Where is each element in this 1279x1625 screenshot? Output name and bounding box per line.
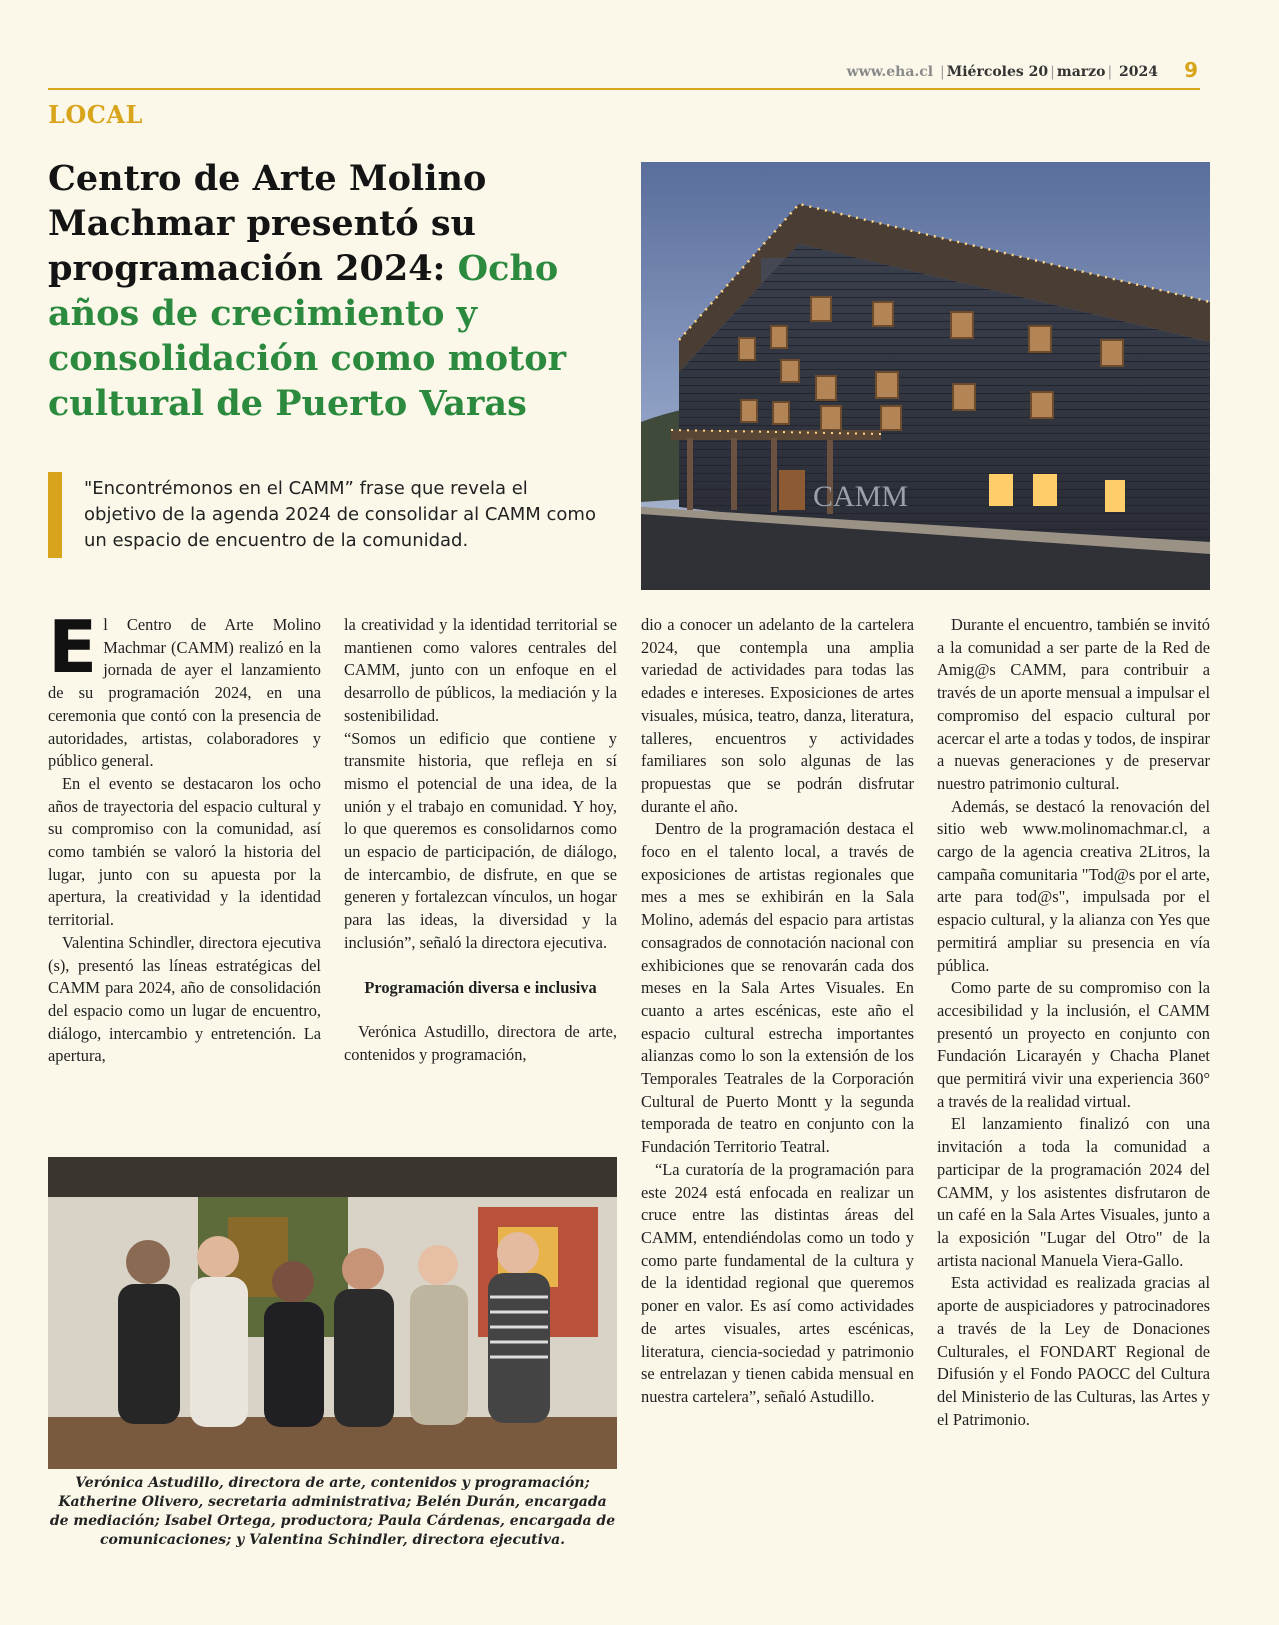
pull-quote	[48, 472, 608, 558]
camm-sign: CAMM	[813, 480, 909, 513]
drop-cap: E	[48, 605, 98, 689]
pull-quote-bar	[48, 472, 62, 558]
paragraph: Esta actividad es realizada gracias al aporte de auspiciadores y patrocinadores a través de la Ley de Donaciones Culturales, el FONDART Regional de Difusión y el Fondo PAOCC del Cultura del Ministerio de las Culturas, las Artes y el Patrimonio.	[937, 1273, 1210, 1429]
paragraph: l Centro de Arte Molino Machmar (CAMM) realizó en la jornada de ayer el lanzamiento de su programación 2024, en una ceremonia que contó con la presencia de autoridades, artistas, colaboradores y público general.	[48, 615, 321, 771]
issue-year: 2024	[1119, 64, 1158, 80]
article-headline	[48, 156, 608, 426]
paragraph: En el evento se destacaron los ocho años de trayectoria del espacio cultural y su compromiso con la comunidad, así como también se valoró la historia del lugar, junto con su apuesta por la apertura, la creatividad y la identidad territorial.	[48, 773, 321, 930]
group-photo-illustration	[48, 1157, 617, 1469]
article-column-4	[937, 614, 1210, 1431]
photo-caption: Verónica Astudillo, directora de arte, contenidos y programación; Katherine Olivero, secretaria administrativa; Belén Durán, encargada de mediación; Isabel Ortega, productora; Paula Cárdenas, encargada de comunicaciones; y Valentina Schindler, directora ejecutiva.	[49, 1475, 616, 1548]
paragraph: Como parte de su compromiso con la accesibilidad y la inclusión, el CAMM presentó un proyecto en conjunto con Fundación Licarayén y Chacha Planet que permitirá vivir una experiencia 360° a través de la realidad virtual.	[937, 978, 1210, 1111]
paragraph: Durante el encuentro, también se invitó a la comunidad a ser parte de la Red de Amig@s CAMM, para contribuir a través de un aporte mensual a impulsar el compromiso del espacio cultural por acercar el arte a todas y todos, de inspirar a nuevas generaciones y de preservar nuestro patrimonio cultural.	[937, 615, 1210, 793]
headline-main: Centro de Arte Molino Machmar presentó su programación 2024:	[48, 158, 487, 289]
site-url: www.eha.cl	[846, 64, 934, 80]
issue-day: Miércoles 20	[946, 64, 1049, 80]
article-column-3	[641, 614, 914, 1409]
paragraph: “Somos un edificio que contiene y transmite historia, que refleja en sí mismo el potencial de una idea, de la unión y el trabajo en comunidad. Y hoy, lo que queremos es consolidarnos como un espacio de participación, de diálogo, de intercambio, de disfrute, en que se generen y fortalezcan vínculos, un hogar para las ideas, la diversidad y la inclusión”, señaló la directora ejecutiva.	[344, 728, 617, 952]
paragraph: Además, se destacó la renovación del sitio web www.molinomachmar.cl, a cargo de la agencia creativa 2Litros, la campaña comunitaria "Tod@s por el arte, arte para tod@s", impulsada por el espacio cultural, y la alianza con Yes que permitirá ampliar su presencia en vía pública.	[937, 796, 1210, 975]
issue-month: marzo	[1056, 64, 1106, 80]
team-group-photo	[48, 1157, 617, 1469]
headline-subtitle: Ocho años de crecimiento y consolidación como motor cultural de Puerto Varas	[48, 248, 567, 424]
section-label: LOCAL	[48, 100, 143, 129]
paragraph: Valentina Schindler, directora ejecutiva (s), presentó las líneas estratégicas del CAMM para 2024, año de consolidación del espacio como un lugar de encuentro, diálogo, intercambio y entretención. La apertura,	[48, 932, 321, 1066]
paragraph: Dentro de la programación destaca el foco en el talento local, a través de exposiciones de artistas regionales que mes a mes se exhibirán en la Sala Molino, además del espacio para artistas consagrados de connotación nacional con exhibiciones que se renovarán cada dos meses en la Sala Artes Visuales. En cuanto a artes escénicas, este año el espacio cultural estrecha importantes alianzas como lo son la extensión de los Temporales Teatrales de la Corporación Cultural de Puerto Montt y la segunda temporada de teatro en conjunto con la Fundación Territorio Teatral.	[641, 819, 914, 1157]
article-column-1	[48, 605, 321, 1068]
page-header	[48, 58, 1200, 90]
camm-building-photo	[641, 162, 1210, 590]
page-number: 9	[1184, 58, 1198, 82]
section-subhead: Programación diversa e inclusiva	[364, 977, 597, 997]
issue-dateline: www.eha.cl | Miércoles 20 | marzo | 2024	[846, 64, 1158, 80]
article-column-2	[344, 614, 617, 1067]
pull-quote-text: "Encontrémonos en el CAMM” frase que revela el objetivo de la agenda 2024 de consolidar al CAMM como un espacio de encuentro de la comunidad.	[84, 478, 596, 551]
paragraph: “La curatoría de la programación para este 2024 está enfocada en realizar un cruce entre las distintas áreas del CAMM, entendiéndolas como un todo y como parte fundamental de la cultura y de la identidad regional que queremos poner en valor. Es así como actividades de artes visuales, artes escénicas, literatura, ciencia-sociedad y patrimonio se entrelazan y tienen cabida mensual en nuestra cartelera”, señaló Astudillo.	[641, 1159, 914, 1406]
paragraph: dio a conocer un adelanto de la cartelera 2024, que contempla una amplia variedad de actividades para todas las edades e intereses. Exposiciones de artes visuales, música, teatro, danza, literatura, talleres, encuentros y actividades familiares son solo algunas de las propuestas que se podrán disfrutar durante el año.	[641, 615, 914, 816]
paragraph: la creatividad y la identidad territorial se mantienen como valores centrales del CAMM, junto con un enfoque en el desarrollo de públicos, la mediación y la sostenibilidad.	[344, 615, 617, 725]
paragraph: El lanzamiento finalizó con una invitación a toda la comunidad a participar de la programación 2024 del CAMM, y los asistentes disfrutaron de un café en la Sala Artes Visuales, junto a la exposición "Lugar del Otro" de la artista nacional Manuela Viera-Gallo.	[937, 1114, 1210, 1270]
paragraph: Verónica Astudillo, directora de arte, contenidos y programación,	[344, 1022, 617, 1064]
building-illustration	[641, 162, 1210, 590]
